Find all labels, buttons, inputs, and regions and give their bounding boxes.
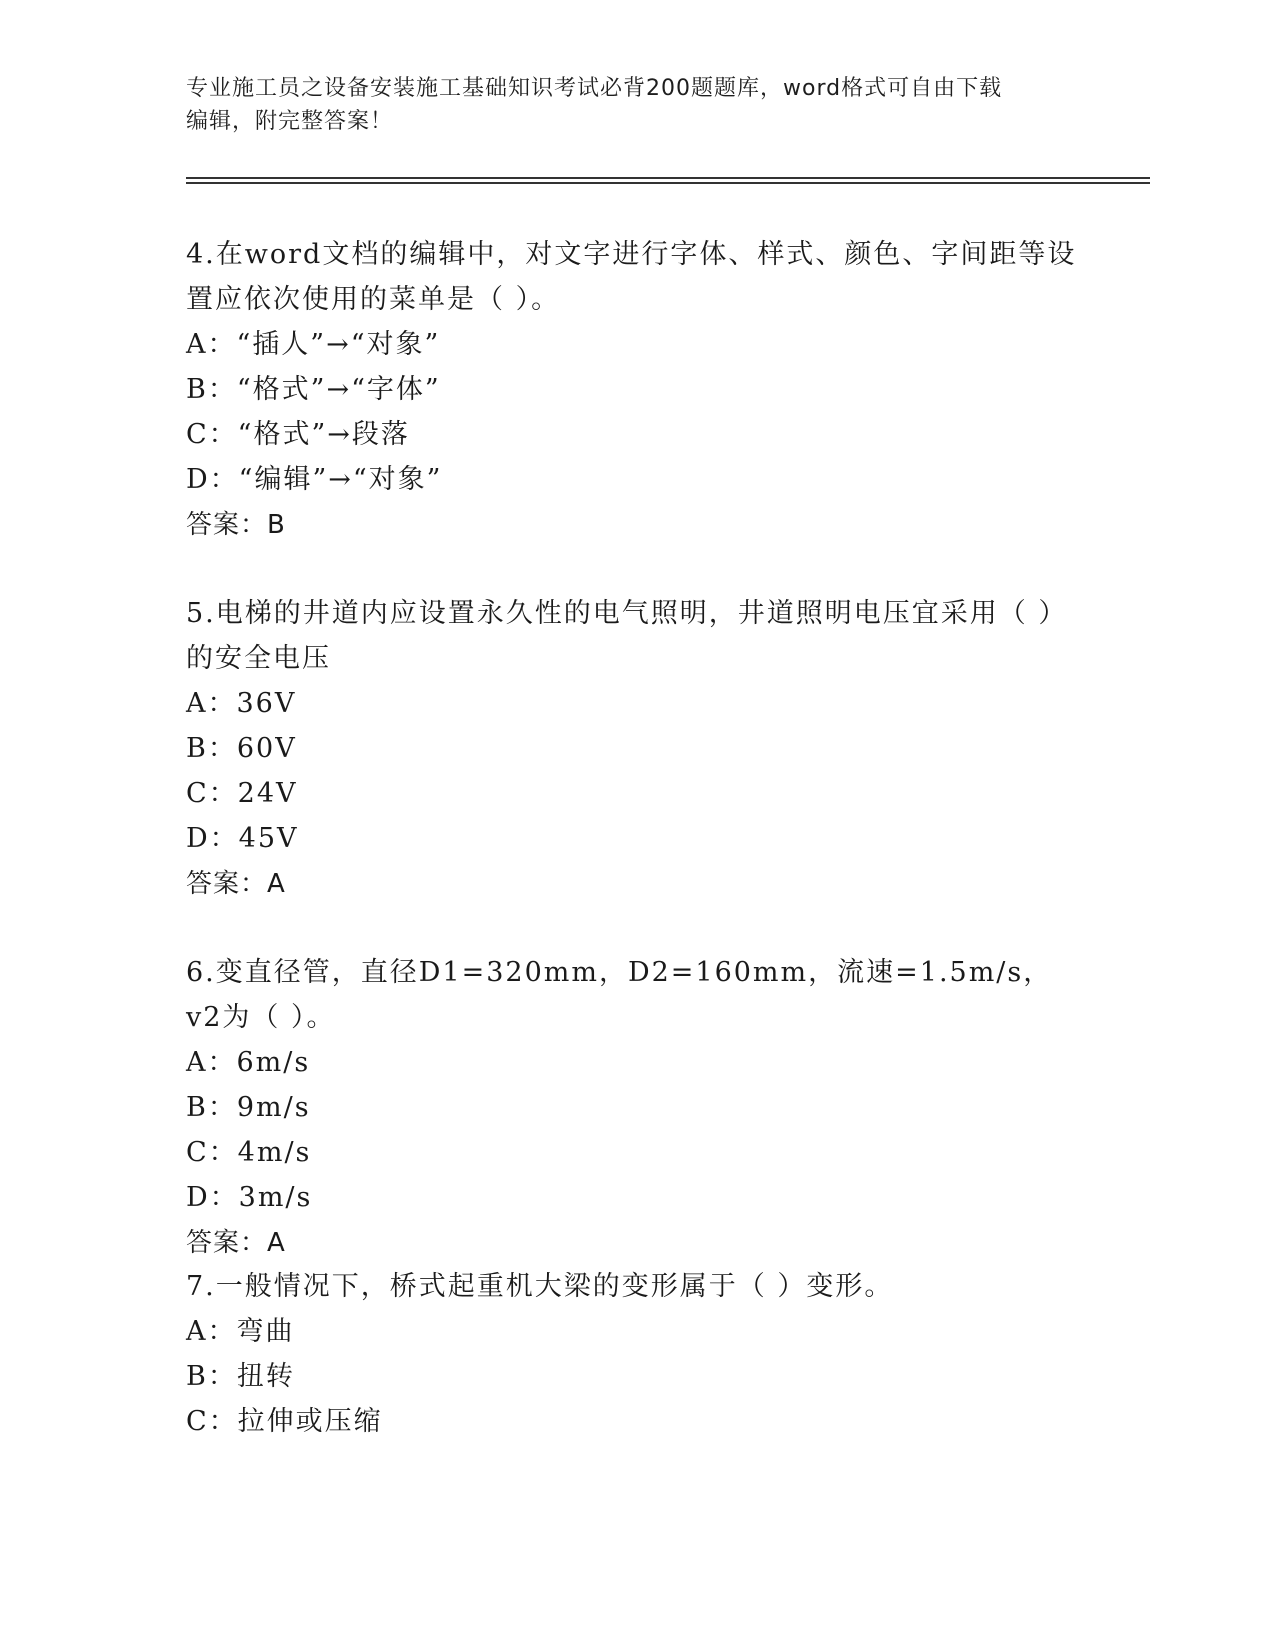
answer-line — [186, 502, 1086, 548]
document-header — [186, 72, 1066, 138]
option-c: C：“格式”→段落 — [186, 419, 410, 450]
option-a: A：6m/s — [186, 1047, 311, 1078]
question-stem-line-1: 6.变直径管，直径D1=320mm，D2=160mm，流速=1.5m/s，v2为（ ）。 — [186, 957, 1053, 1033]
question-6 — [186, 950, 1086, 1266]
question-stem-line-1: 4.在word文档的编辑中，对文字进行字体、样式、颜色、字间距等设 — [186, 239, 1077, 270]
answer-value: A — [267, 1228, 286, 1258]
option-b: B：扭转 — [186, 1361, 295, 1392]
answer-line — [186, 1220, 1086, 1266]
answer-label: 答案： — [186, 869, 268, 899]
header-title-line-1: 专业施工员之设备安装施工基础知识考试必背200题题库，word格式可自由下载 — [186, 76, 1003, 101]
option-b: B：9m/s — [186, 1092, 311, 1123]
option-a: A：36V — [186, 688, 297, 719]
option-d: D：45V — [186, 823, 299, 854]
option-d: D：“编辑”→“对象” — [186, 464, 443, 495]
option-a: A：弯曲 — [186, 1316, 295, 1347]
question-stem-line-1: 7.一般情况下，桥式起重机大梁的变形属于（ ）变形。 — [186, 1271, 894, 1302]
question-7 — [186, 1264, 1086, 1444]
answer-label: 答案： — [186, 510, 268, 540]
answer-value: A — [267, 869, 286, 899]
header-title-line-2: 编辑，附完整答案！ — [186, 109, 394, 134]
question-stem-line-1: 5.电梯的井道内应设置永久性的电气照明，井道照明电压宜采用（ ） — [186, 598, 1068, 629]
header-divider-bottom — [186, 182, 1150, 184]
question-5 — [186, 591, 1086, 907]
option-a: A：“插人”→“对象” — [186, 329, 441, 360]
option-c: C：拉伸或压缩 — [186, 1406, 383, 1437]
answer-value: B — [267, 510, 286, 540]
option-c: C：24V — [186, 778, 298, 809]
option-c: C：4m/s — [186, 1137, 312, 1168]
option-b: B：“格式”→“字体” — [186, 374, 441, 405]
question-stem-line-2: 置应依次使用的菜单是（ ）。 — [186, 284, 561, 315]
option-d: D：3m/s — [186, 1182, 313, 1213]
answer-label: 答案： — [186, 1228, 268, 1258]
question-4 — [186, 232, 1086, 548]
header-divider-top — [186, 177, 1150, 179]
question-stem-line-2: 的安全电压 — [186, 643, 331, 674]
answer-line — [186, 861, 1086, 907]
option-b: B：60V — [186, 733, 297, 764]
